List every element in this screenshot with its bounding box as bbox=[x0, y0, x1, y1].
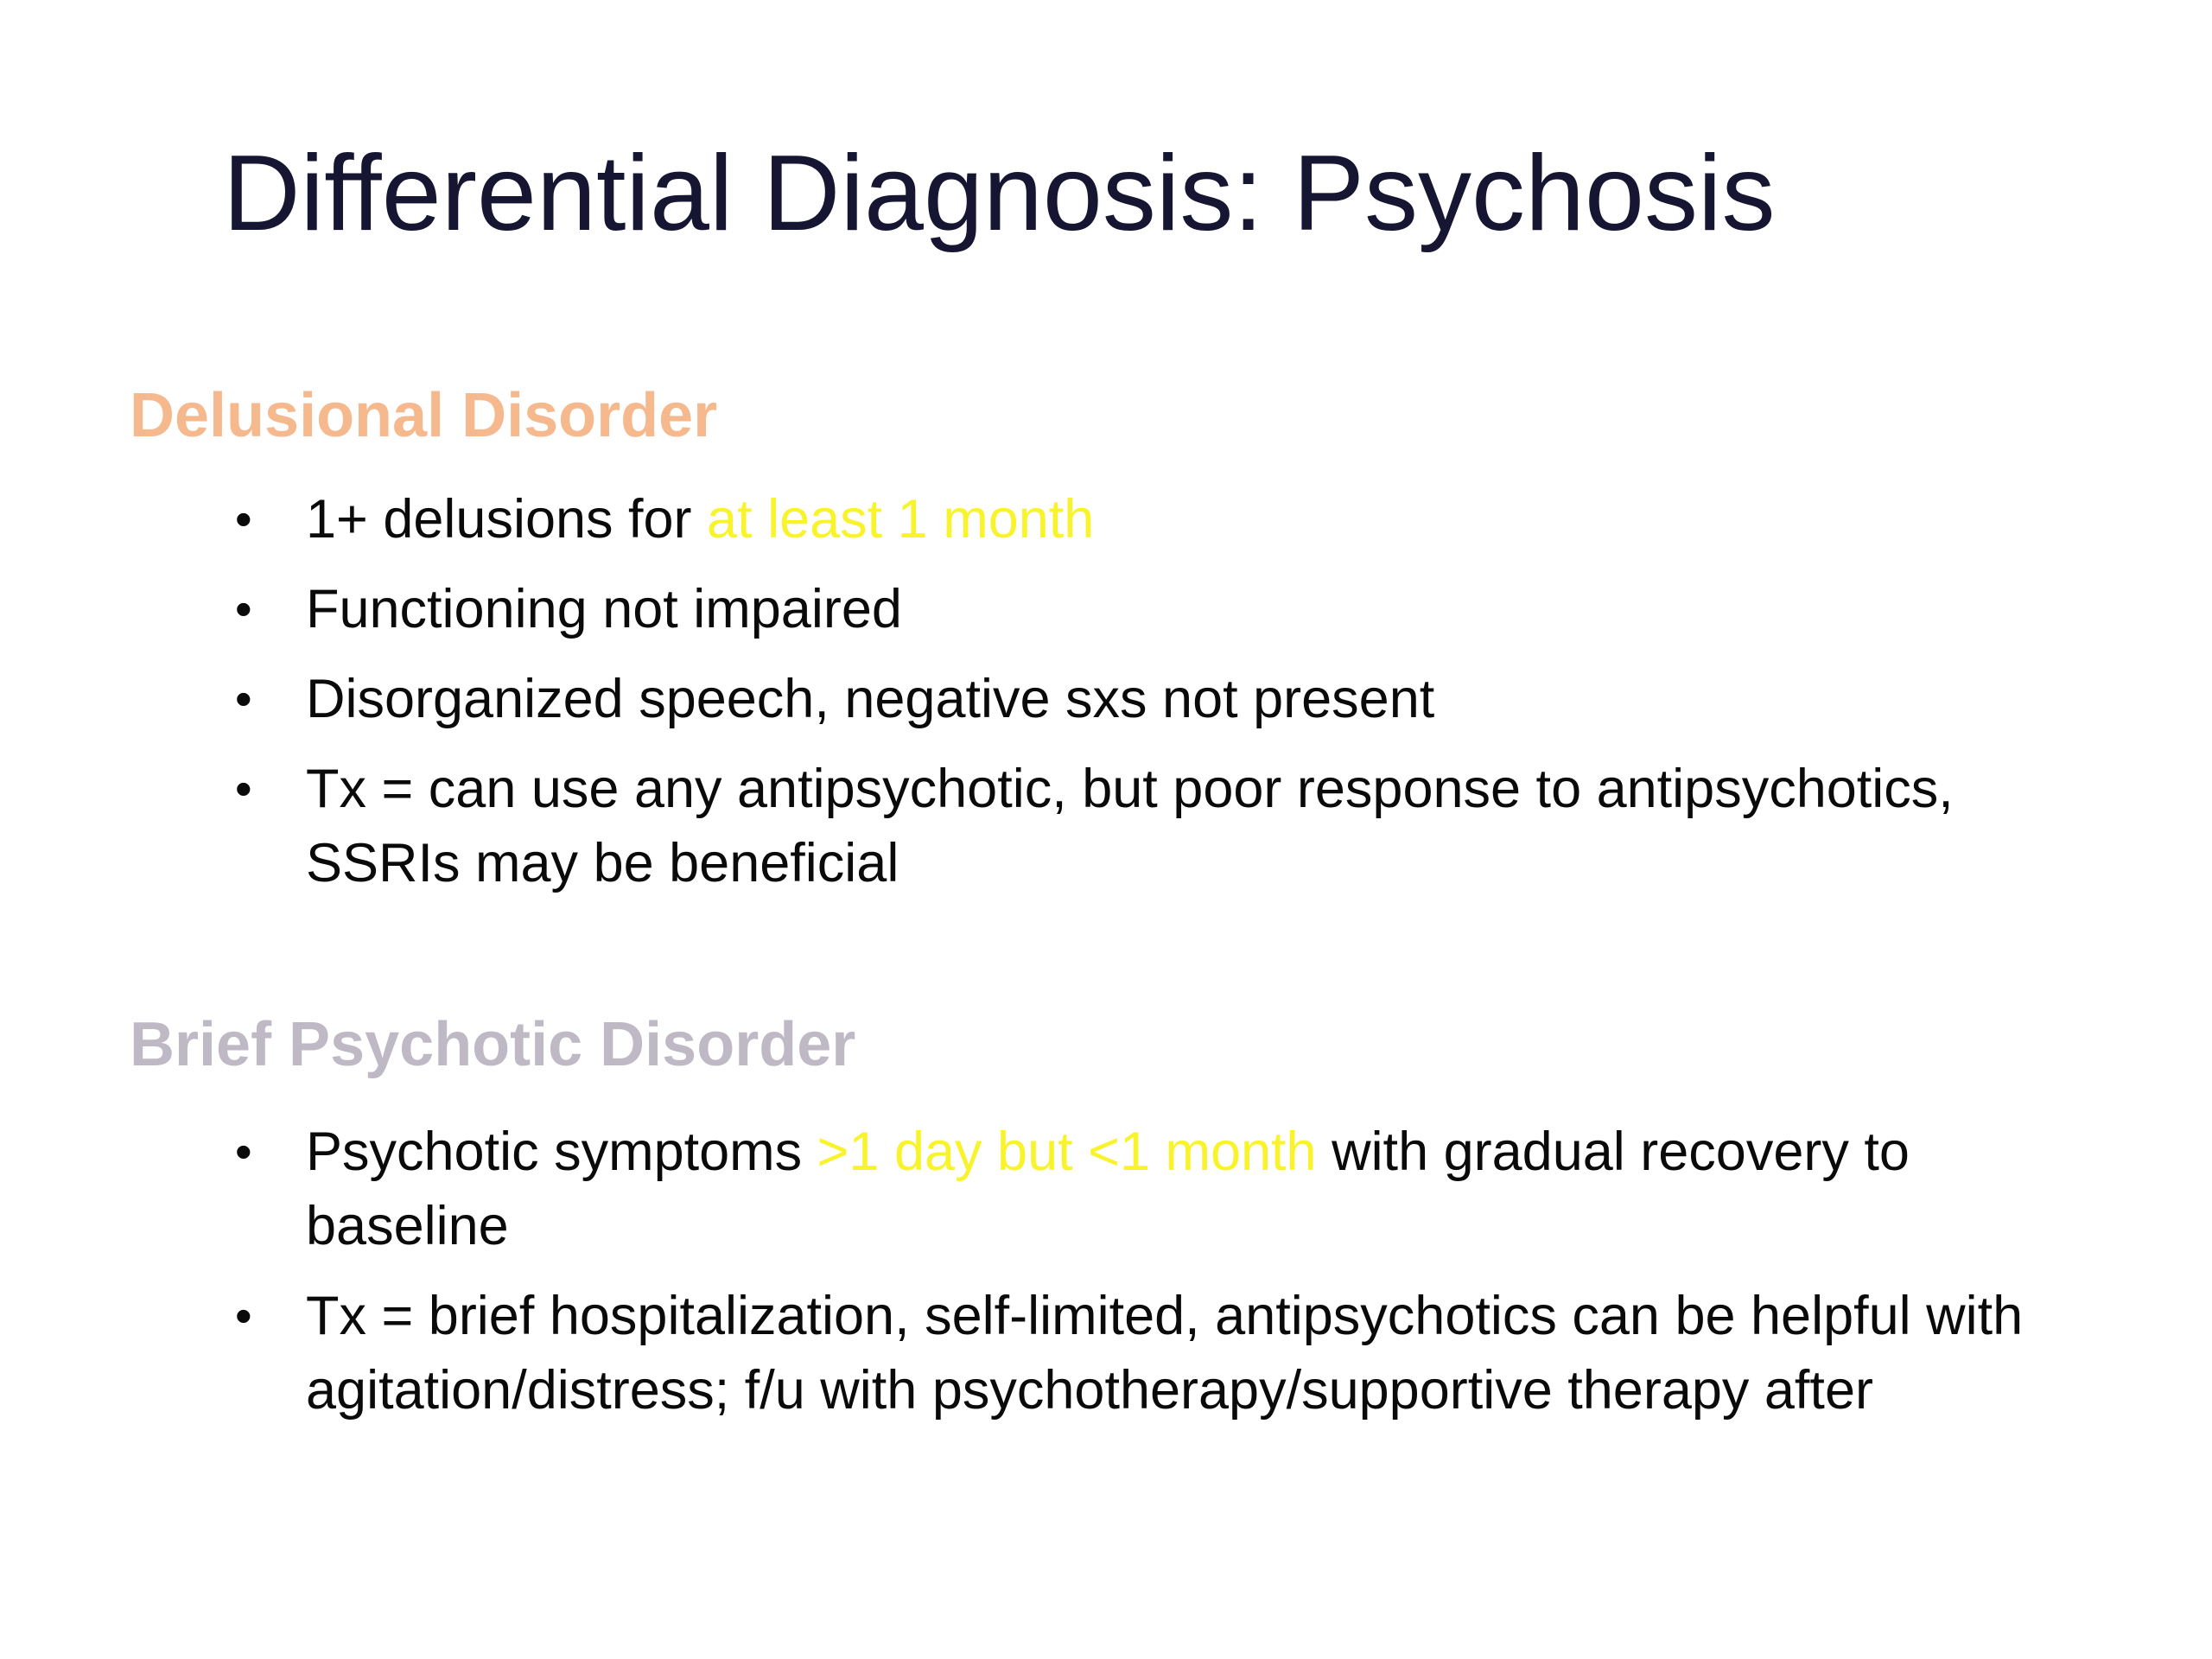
bullet-dot-icon: • bbox=[235, 671, 252, 726]
list-item bbox=[235, 482, 2086, 556]
slide-title: Differential Diagnosis: Psychosis bbox=[223, 134, 1776, 253]
bullet-text bbox=[306, 662, 2086, 736]
bullet-text-segment: Psychotic symptoms bbox=[306, 1122, 817, 1182]
bullet-list-delusional-disorder bbox=[235, 482, 2086, 916]
bullet-text-segment: with gradual recovery to baseline bbox=[306, 1122, 1910, 1256]
section-heading-delusional-disorder: Delusional Disorder bbox=[130, 381, 718, 450]
list-item bbox=[235, 1115, 2086, 1263]
section-heading-brief-psychotic-disorder: Brief Psychotic Disorder bbox=[130, 1010, 856, 1079]
bullet-text-segment: Functioning not impaired bbox=[306, 579, 902, 639]
bullet-text bbox=[306, 1115, 2086, 1263]
bullet-dot-icon: • bbox=[235, 1124, 252, 1179]
bullet-dot-icon: • bbox=[235, 582, 252, 636]
bullet-dot-icon: • bbox=[235, 1288, 252, 1343]
bullet-text-segment: Tx = can use any antipsychotic, but poor response to antipsychotics, SSRIs may be beneficial bbox=[306, 759, 1954, 893]
bullet-text-segment: 1+ delusions for bbox=[306, 489, 708, 550]
bullet-text-segment: Disorganized speech, negative sxs not present bbox=[306, 669, 1435, 729]
list-item bbox=[235, 1279, 2086, 1427]
bullet-text bbox=[306, 572, 2086, 646]
bullet-text bbox=[306, 752, 2086, 900]
highlighted-text: at least 1 month bbox=[707, 489, 1095, 550]
list-item bbox=[235, 662, 2086, 736]
bullet-dot-icon: • bbox=[235, 492, 252, 546]
bullet-list-brief-psychotic-disorder bbox=[235, 1115, 2086, 1443]
list-item bbox=[235, 572, 2086, 646]
bullet-dot-icon: • bbox=[235, 761, 252, 816]
list-item bbox=[235, 752, 2086, 900]
highlighted-text: >1 day but <1 month bbox=[817, 1122, 1317, 1182]
bullet-text-segment: Tx = brief hospitalization, self-limited, antipsychotics can be helpful with agitation/distress; f/u with psychotherapy/supportive therapy after bbox=[306, 1286, 2024, 1421]
bullet-text bbox=[306, 1279, 2086, 1427]
bullet-text bbox=[306, 482, 2086, 556]
